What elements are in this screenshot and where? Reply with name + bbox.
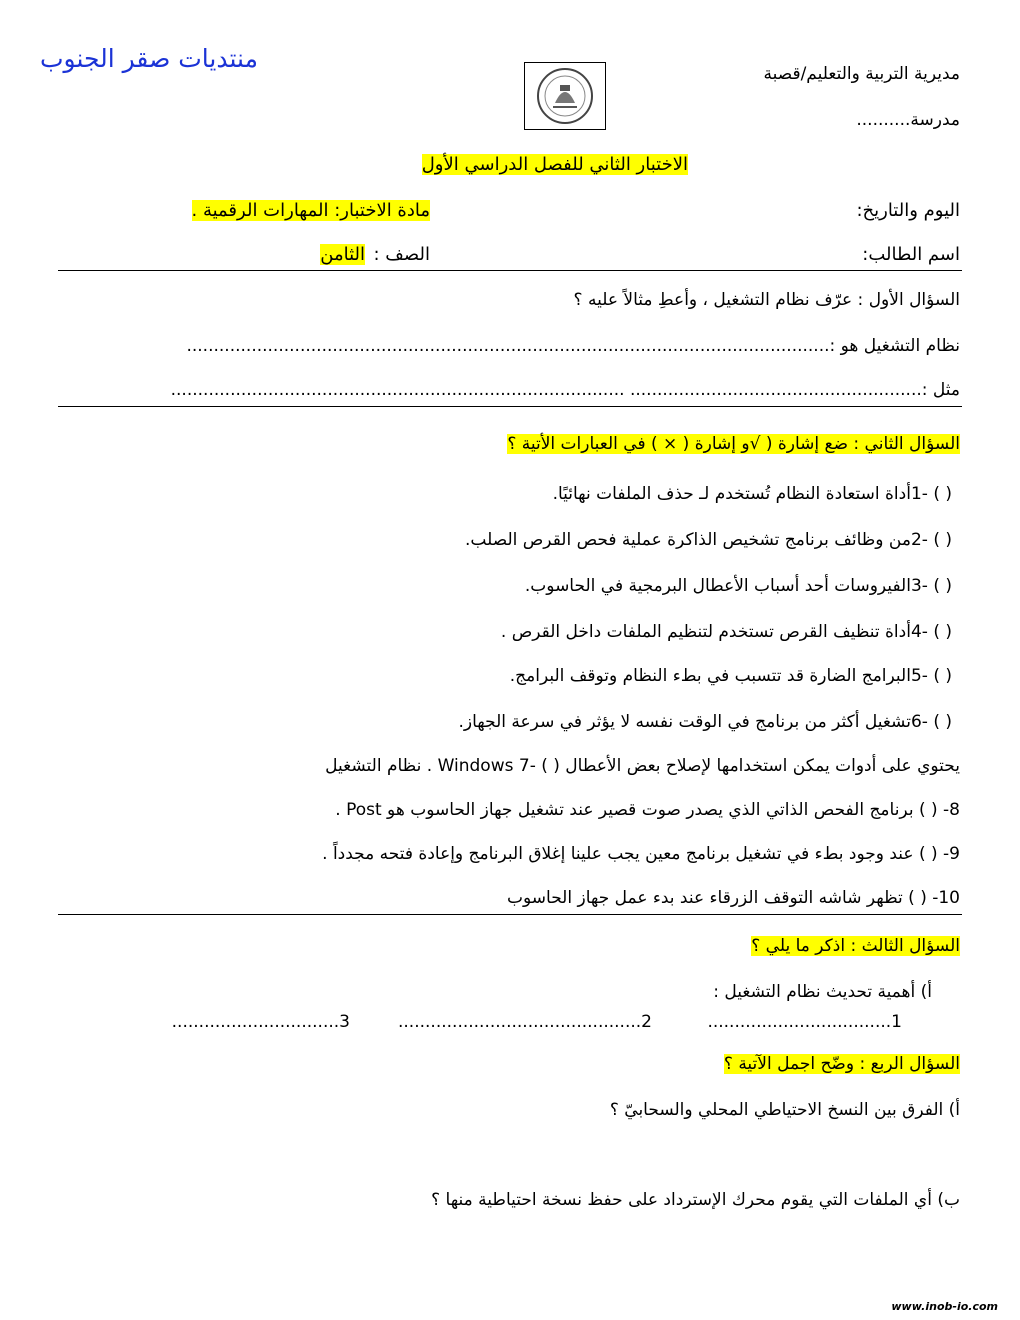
q2-item-7: يحتوي على أدوات يمكن استخدامها لإصلاح بعض الأعطال ( ) -7 Windows . نظام التشغيل <box>325 756 960 776</box>
grade-value: الثامن <box>320 244 365 265</box>
day-date-label: اليوم والتاريخ: <box>856 200 960 221</box>
divider <box>58 406 962 407</box>
watermark-text: منتديات صقر الجنوب <box>40 44 258 73</box>
q3-title: السؤال الثالث : اذكر ما يلي ؟ <box>751 936 960 956</box>
q2-item-3: ( ) -3الفيروسات أحد أسباب الأعطال البرمجية في الحاسوب. <box>524 576 952 596</box>
q3-blank-2: 2............................................. <box>398 1012 652 1032</box>
footer-url: www.inob-io.com <box>891 1300 998 1313</box>
q2-item-9: 9- ( ) عند وجود بطء في تشغيل برنامج معين يجب علينا إغلاق البرنامج وإعادة فتحه مجدداً . <box>322 844 960 864</box>
q1-definition-line: نظام التشغيل هو :....................................................................................................................... <box>186 336 960 356</box>
exam-title: الاختبار الثاني للفصل الدراسي الأول <box>421 154 688 175</box>
q4-sub-a: أ) الفرق بين النسخ الاحتياطي المحلي والسحابيّ ؟ <box>609 1100 960 1120</box>
divider <box>58 270 962 271</box>
ministry-seal-logo <box>524 62 606 130</box>
q4-sub-b: ب) أي الملفات التي يقوم محرك الإسترداد على حفظ نسخة احتياطية منها ؟ <box>431 1190 960 1210</box>
q2-item-5: ( ) -5البرامج الضارة قد تتسبب في بطء النظام وتوقف البرامج. <box>509 666 952 686</box>
subject-label: مادة الاختبار: المهارات الرقمية . <box>191 200 430 221</box>
q2-item-2: ( ) -2من وظائف برنامج تشخيص الذاكرة عملية فحص القرص الصلب. <box>464 530 952 550</box>
q3-sub-a: أ) أهمية تحديث نظام التشغيل : <box>713 982 932 1002</box>
q2-item-6: ( ) -6تشغيل أكثر من برنامج في الوقت نفسه لا يؤثر في سرعة الجهاز. <box>458 712 952 732</box>
grade-label: الصف : <box>373 244 430 265</box>
q2-item-4: ( ) -4أداة تنظيف القرص تستخدم لتنظيم الملفات داخل القرص . <box>500 622 952 642</box>
student-name-label: اسم الطالب: <box>862 244 960 265</box>
divider <box>58 914 962 915</box>
q1-title: السؤال الأول : عرّف نظام التشغيل ، وأعطِ مثالاً عليه ؟ <box>573 290 960 310</box>
q3-blank-1: 1.................................. <box>707 1012 902 1032</box>
q2-item-8: 8- ( ) برنامج الفحص الذاتي الذي يصدر صوت قصير عند تشغيل جهاز الحاسوب هو Post . <box>335 800 960 820</box>
q2-title: السؤال الثاني : ضع إشارة ( √و إشارة ( × ) في العبارات الأتية ؟ <box>507 434 960 454</box>
school-label: مدرسة.......... <box>856 110 960 130</box>
directorate-label: مديرية التربية والتعليم/قصبة <box>763 64 960 84</box>
q1-example-line: مثل :...................................................... .................................................................................... <box>170 380 960 400</box>
q4-title: السؤال الربع : وضّح اجمل الآتية ؟ <box>723 1054 960 1074</box>
q3-blank-3: 3............................... <box>171 1012 350 1032</box>
q2-item-10: 10- ( ) تظهر شاشه التوقف الزرقاء عند بدء عمل جهاز الحاسوب <box>507 888 960 908</box>
q2-item-1: ( ) -1أداة استعادة النظام تُستخدم لـ حذف الملفات نهائيًا. <box>552 484 952 504</box>
